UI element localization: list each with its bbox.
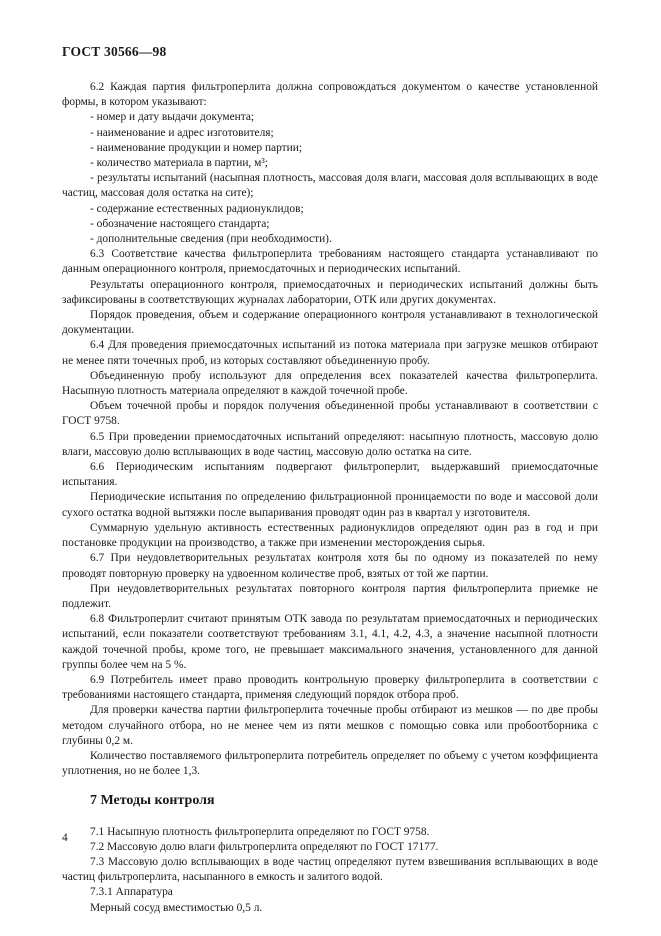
paragraph: Порядок проведения, объем и содержание операционного контроля устанавливают в технологической документации.: [62, 309, 598, 337]
paragraph: 6.3 Соответствие качества фильтроперлита требованиям настоящего стандарта устанавливают по данным операционного контроля, приемосдаточных и периодических испытаний.: [62, 248, 598, 276]
paragraph: - обозначение настоящего стандарта;: [90, 217, 270, 230]
paragraph: 6.4 Для проведения приемосдаточных испытаний из потока материала при загрузке мешков отбирают не менее пяти точечных проб, из которых составляют объединенную пробу.: [62, 339, 598, 367]
section-paragraph-list: [62, 825, 598, 916]
paragraph: 7.2 Массовую долю влаги фильтроперлита определяют по ГОСТ 17177.: [90, 840, 439, 853]
paragraph: 6.7 При неудовлетворительных результатах контроля хотя бы по одному из показателей по нему проводят повторную проверку на удвоенном количестве проб, взятых от той же партии.: [62, 552, 598, 580]
paragraph: Объединенную пробу используют для определения всех показателей качества фильтроперлита. Насыпную плотность материала определяют в каждой точечной пробе.: [62, 369, 598, 398]
paragraph: - результаты испытаний (насыпная плотность, массовая доля влаги, массовая доля всплывающих в воде частиц, массовая доля остатка на сите);: [62, 172, 598, 200]
paragraph: - содержание естественных радионуклидов;: [90, 202, 304, 215]
paragraph: Периодические испытания по определению фильтрационной проницаемости по воде и массовой доли сухого остатка водной вытяжки после выпаривания проводят один раз в квартал у изготовителя.: [62, 491, 598, 519]
page-number: 4: [62, 832, 68, 844]
paragraph: 6.6 Периодическим испытаниям подвергают фильтроперлит, выдержавший приемосдаточные испытания.: [62, 461, 598, 489]
paragraph: - наименование и адрес изготовителя;: [90, 126, 274, 139]
paragraph: 6.8 Фильтроперлит считают принятым ОТК завода по результатам приемосдаточных и периодических испытаний, если показатели соответствуют требованиям 3.1, 4.1, 4.2, 4.3, а значение насыпной плотности каждой точечной пробы, кроме того, не превышает максимального значения, установленного для данной группы более чем на 5 %.: [62, 613, 598, 671]
paragraph: 6.5 При проведении приемосдаточных испытаний определяют: насыпную плотность, массовую долю влаги, массовую долю всплывающих в воде частиц, массовую долю остатка на сите.: [62, 430, 598, 458]
document-header: ГОСТ 30566—98: [62, 44, 167, 59]
paragraph: - наименование продукции и номер партии;: [90, 141, 302, 154]
paragraph: Для проверки качества партии фильтроперлита точечные пробы отбирают из мешков — по две пробы методом случайного отбора, но не менее чем из пяти мешков с помощью совка или пробоотборника с глубины 0,2 м.: [62, 704, 598, 747]
paragraph: 7.3 Массовую долю всплывающих в воде частиц определяют путем взвешивания всплывающих в воде частиц фильтроперлита, насыпанного в емкость и залитого водой.: [62, 855, 598, 884]
paragraph: При неудовлетворительных результатах повторного контроля партия фильтроперлита приемке не подлежит.: [62, 582, 598, 610]
document-body: [62, 80, 598, 916]
paragraph: Суммарную удельную активность естественных радионуклидов определяют один раз в год и при постановке продукции на производство, а также при изменении месторождения сырья.: [62, 521, 598, 550]
paragraph: 6.2 Каждая партия фильтроперлита должна сопровождаться документом о качестве установленной формы, в котором указывают:: [62, 81, 598, 109]
paragraph: 7.3.1 Аппаратура: [90, 886, 173, 899]
paragraph: Объем точечной пробы и порядок получения объединенной пробы устанавливают в соответствии с ГОСТ 9758.: [62, 400, 598, 428]
paragraph-list: [62, 80, 598, 779]
paragraph: 7.1 Насыпную плотность фильтроперлита определяют по ГОСТ 9758.: [90, 825, 430, 838]
paragraph: - номер и дату выдачи документа;: [90, 111, 255, 124]
paragraph: Результаты операционного контроля, приемосдаточных и периодических испытаний должны быть зафиксированы в соответствующих журналах лаборатории, ОТК или других документах.: [62, 278, 598, 306]
paragraph: Мерный сосуд вместимостью 0,5 л.: [90, 901, 263, 914]
paragraph: - количество материала в партии, м³;: [90, 157, 268, 170]
section-title: 7 Методы контроля: [90, 793, 215, 809]
paragraph: - дополнительные сведения (при необходимости).: [90, 233, 332, 246]
paragraph: 6.9 Потребитель имеет право проводить контрольную проверку фильтроперлита в соответствии с требованиями настоящего стандарта, применяя следующий порядок отбора проб.: [62, 673, 598, 702]
paragraph: Количество поставляемого фильтроперлита потребитель определяет по объему с учетом коэффициента уплотнения, но не более 1,3.: [62, 749, 598, 778]
